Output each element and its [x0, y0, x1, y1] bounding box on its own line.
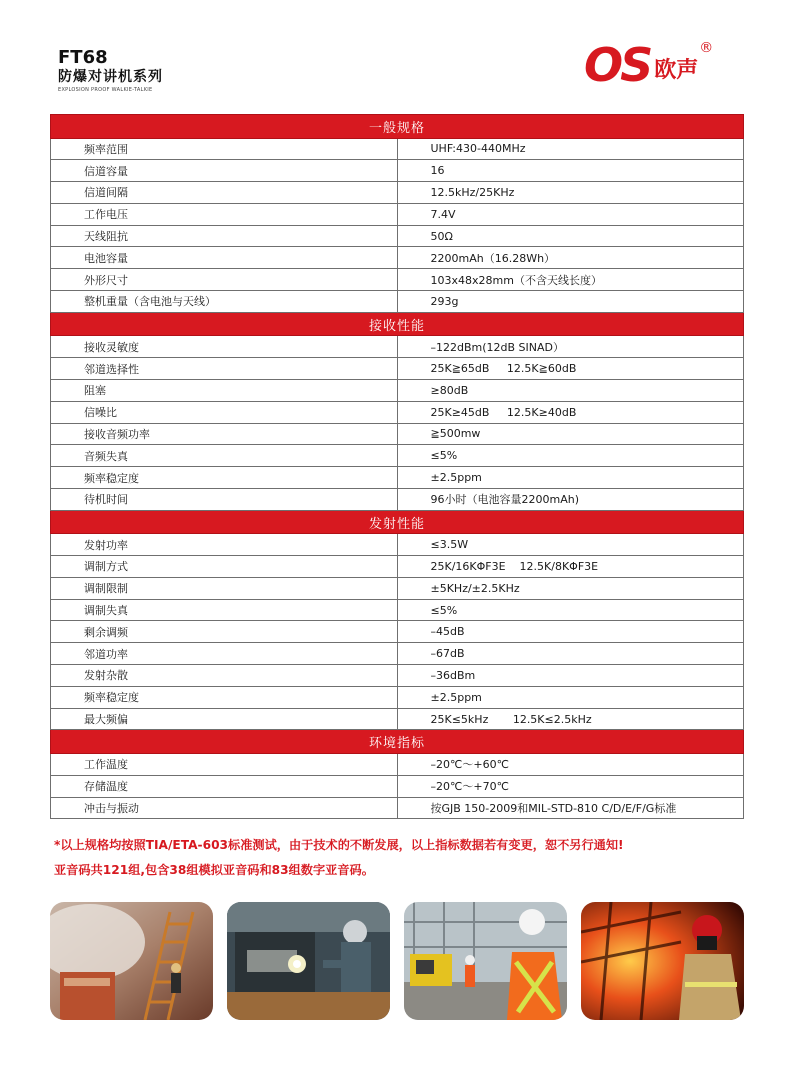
- spec-label: 发射杂散: [51, 665, 398, 687]
- spec-value: 12.5kHz/25KHz: [397, 182, 744, 204]
- spec-label: 待机时间: [51, 488, 398, 510]
- spec-label: 频率范围: [51, 138, 398, 160]
- spec-label: 天线阻抗: [51, 225, 398, 247]
- spec-label: 信道容量: [51, 160, 398, 182]
- spec-label: 工作电压: [51, 203, 398, 225]
- spec-row: [51, 556, 744, 578]
- spec-row: [51, 336, 744, 358]
- spec-value: –20℃～+70℃: [397, 775, 744, 797]
- spec-row: [51, 291, 744, 313]
- spec-value: UHF:430-440MHz: [397, 138, 744, 160]
- spec-value: ≤5%: [397, 599, 744, 621]
- spec-value: 按GJB 150-2009和MIL-STD-810 C/D/E/F/G标准: [397, 797, 744, 819]
- spec-label: 调制限制: [51, 577, 398, 599]
- spec-label: 频率稳定度: [51, 467, 398, 489]
- spec-row: [51, 643, 744, 665]
- spec-value: ≥80dB: [397, 379, 744, 401]
- spec-row: [51, 423, 744, 445]
- spec-row: [51, 665, 744, 687]
- spec-label: 整机重量（含电池与天线）: [51, 291, 398, 313]
- spec-row: [51, 534, 744, 556]
- spec-value: –67dB: [397, 643, 744, 665]
- section-title: 环境指标: [51, 730, 744, 754]
- spec-row: [51, 621, 744, 643]
- spec-row: [51, 708, 744, 730]
- notes: [54, 833, 754, 883]
- spec-row: [51, 247, 744, 269]
- firefighter-photo: [581, 902, 744, 1020]
- section-title: 发射性能: [51, 510, 744, 534]
- spec-row: [51, 160, 744, 182]
- spec-value: 25K≤5kHz 12.5K≤2.5kHz: [397, 708, 744, 730]
- header: [58, 48, 163, 94]
- welder-machinery-photo: [227, 902, 390, 1020]
- spec-value: 7.4V: [397, 203, 744, 225]
- construction-workers-photo: [404, 902, 567, 1020]
- logo-brand-name: 欧声: [654, 58, 699, 83]
- note-disclaimer: *以上规格均按照TIA/ETA-603标准测试，由于技术的不断发展，以上指标数据若有变更，恕不另行通知!: [54, 838, 624, 852]
- spec-label: 阻塞: [51, 379, 398, 401]
- spec-value: 25K/16KΦF3E 12.5K/8KΦF3E: [397, 556, 744, 578]
- spec-row: [51, 358, 744, 380]
- spec-label: 最大频偏: [51, 708, 398, 730]
- photo-strip: [50, 902, 744, 1020]
- spec-row: [51, 599, 744, 621]
- spec-value: 293g: [397, 291, 744, 313]
- brand-logo: [584, 38, 714, 92]
- spec-table: [50, 114, 744, 819]
- section-header: [51, 312, 744, 336]
- spec-row: [51, 753, 744, 775]
- spec-value: ≤3.5W: [397, 534, 744, 556]
- spec-label: 邻道选择性: [51, 358, 398, 380]
- note-ctcss: 亚音码共121组,包含38组模拟亚音码和83组数字亚音码。: [54, 863, 374, 877]
- spec-label: 剩余调频: [51, 621, 398, 643]
- spec-label: 调制失真: [51, 599, 398, 621]
- spec-row: [51, 138, 744, 160]
- model-title: FT68: [58, 47, 108, 68]
- spec-value: –45dB: [397, 621, 744, 643]
- spec-row: [51, 797, 744, 819]
- steam-ladder-worker-photo: [50, 902, 213, 1020]
- spec-row: [51, 379, 744, 401]
- spec-value: –122dBm(12dB SINAD）: [397, 336, 744, 358]
- spec-label: 信道间隔: [51, 182, 398, 204]
- spec-value: 16: [397, 160, 744, 182]
- spec-label: 接收灵敏度: [51, 336, 398, 358]
- spec-value: 103x48x28mm（不含天线长度）: [397, 269, 744, 291]
- logo-os-mark: OS: [584, 38, 651, 92]
- spec-label: 信噪比: [51, 401, 398, 423]
- spec-label: 电池容量: [51, 247, 398, 269]
- section-header: [51, 510, 744, 534]
- spec-label: 音频失真: [51, 445, 398, 467]
- spec-label: 存储温度: [51, 775, 398, 797]
- spec-label: 外形尺寸: [51, 269, 398, 291]
- spec-row: [51, 182, 744, 204]
- spec-row: [51, 577, 744, 599]
- spec-row: [51, 686, 744, 708]
- spec-value: ±5KHz/±2.5KHz: [397, 577, 744, 599]
- spec-value: –20℃～+60℃: [397, 753, 744, 775]
- spec-label: 调制方式: [51, 556, 398, 578]
- spec-row: [51, 775, 744, 797]
- spec-value: –36dBm: [397, 665, 744, 687]
- spec-row: [51, 225, 744, 247]
- spec-row: [51, 445, 744, 467]
- section-header: [51, 730, 744, 754]
- spec-value: 25K≧65dB 12.5K≧60dB: [397, 358, 744, 380]
- spec-value: 2200mAh（16.28Wh）: [397, 247, 744, 269]
- spec-label: 工作温度: [51, 753, 398, 775]
- spec-value: 50Ω: [397, 225, 744, 247]
- spec-value: ±2.5ppm: [397, 467, 744, 489]
- registered-mark: ®: [699, 40, 714, 56]
- spec-label: 发射功率: [51, 534, 398, 556]
- spec-row: [51, 467, 744, 489]
- spec-value: 25K≥45dB 12.5K≥40dB: [397, 401, 744, 423]
- spec-label: 冲击与振动: [51, 797, 398, 819]
- spec-row: [51, 203, 744, 225]
- section-title: 一般规格: [51, 115, 744, 139]
- spec-value: ≧500mw: [397, 423, 744, 445]
- section-header: [51, 115, 744, 139]
- series-subtitle: EXPLOSION PROOF WALKIE-TALKIE: [58, 87, 153, 93]
- spec-value: ±2.5ppm: [397, 686, 744, 708]
- spec-row: [51, 401, 744, 423]
- spec-row: [51, 269, 744, 291]
- spec-label: 频率稳定度: [51, 686, 398, 708]
- spec-value: ≤5%: [397, 445, 744, 467]
- spec-label: 邻道功率: [51, 643, 398, 665]
- spec-row: [51, 488, 744, 510]
- spec-value: 96小时（电池容量2200mAh): [397, 488, 744, 510]
- spec-label: 接收音频功率: [51, 423, 398, 445]
- section-title: 接收性能: [51, 312, 744, 336]
- series-title: 防爆对讲机系列: [58, 69, 163, 85]
